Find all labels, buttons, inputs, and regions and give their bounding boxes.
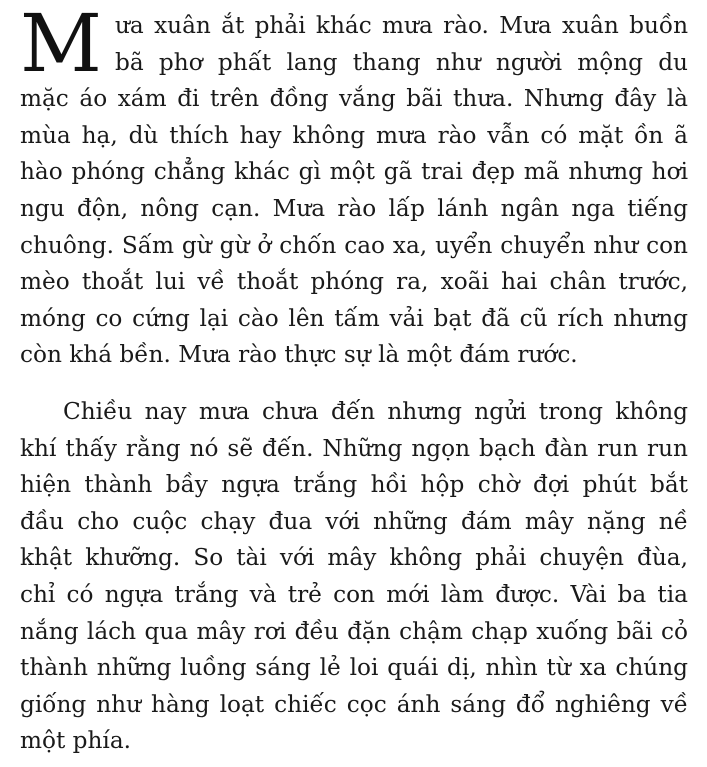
paragraph-line: bã phơ phất lang thang như người mộng du — [115, 48, 688, 76]
paragraph-line: thành những luồng sáng lẻ loi quái dị, nhìn từ xa chúng — [20, 654, 688, 682]
paragraph-line: mèo thoắt lui về thoắt phóng ra, xoãi hai chân trước, — [20, 268, 688, 296]
paragraph-line: nắng lách qua mây rơi đều đặn chậm chạp xuống bãi cỏ — [20, 617, 688, 645]
paragraph-line: chỉ có ngựa trắng và trẻ con mới làm được. Vài ba tia — [20, 580, 688, 608]
paragraph-line: khật khưỡng. So tài với mây không phải chuyện đùa, — [20, 544, 688, 572]
paragraph-line: đầu cho cuộc chạy đua với những đám mây nặng nề — [20, 507, 688, 535]
paragraph-line: còn khá bền. Mưa rào thực sự là một đám rước. — [20, 341, 578, 369]
paragraph-gap — [20, 374, 688, 394]
text-body — [20, 8, 688, 760]
paragraph-line: mặc áo xám đi trên đồng vắng bãi thưa. Nhưng đây là — [20, 85, 688, 113]
paragraph-2 — [20, 394, 688, 760]
paragraph-line: khí thấy rằng nó sẽ đến. Những ngọn bạch đàn run run — [20, 434, 688, 462]
paragraph-line: móng co cứng lại cào lên tấm vải bạt đã cũ rích nhưng — [20, 304, 688, 332]
paragraph-line: chuông. Sấm gừ gừ ở chốn cao xa, uyển chuyển như con — [20, 231, 688, 259]
paragraph-line: một phía. — [20, 727, 132, 755]
paragraph-line: ưa xuân ắt phải khác mưa rào. Mưa xuân buồn — [115, 12, 688, 39]
paragraph-1 — [20, 8, 688, 374]
paragraph-line: hiện thành bầy ngựa trắng hồi hộp chờ đợi phút bắt — [20, 471, 688, 499]
paragraph-line: mùa hạ, dù thích hay không mưa rào vẫn có mặt ồn ã — [20, 121, 688, 149]
paragraph-line: Chiều nay mưa chưa đến nhưng ngửi trong không — [63, 397, 688, 425]
paragraph-line: giống như hàng loạt chiếc cọc ánh sáng đổ nghiêng về — [20, 690, 688, 718]
drop-cap-letter: M — [20, 0, 102, 90]
paragraph-line: ngu độn, nông cạn. Mưa rào lấp lánh ngân nga tiếng — [20, 194, 688, 222]
paragraph-line: hào phóng chẳng khác gì một gã trai đẹp mã nhưng hơi — [20, 158, 688, 186]
